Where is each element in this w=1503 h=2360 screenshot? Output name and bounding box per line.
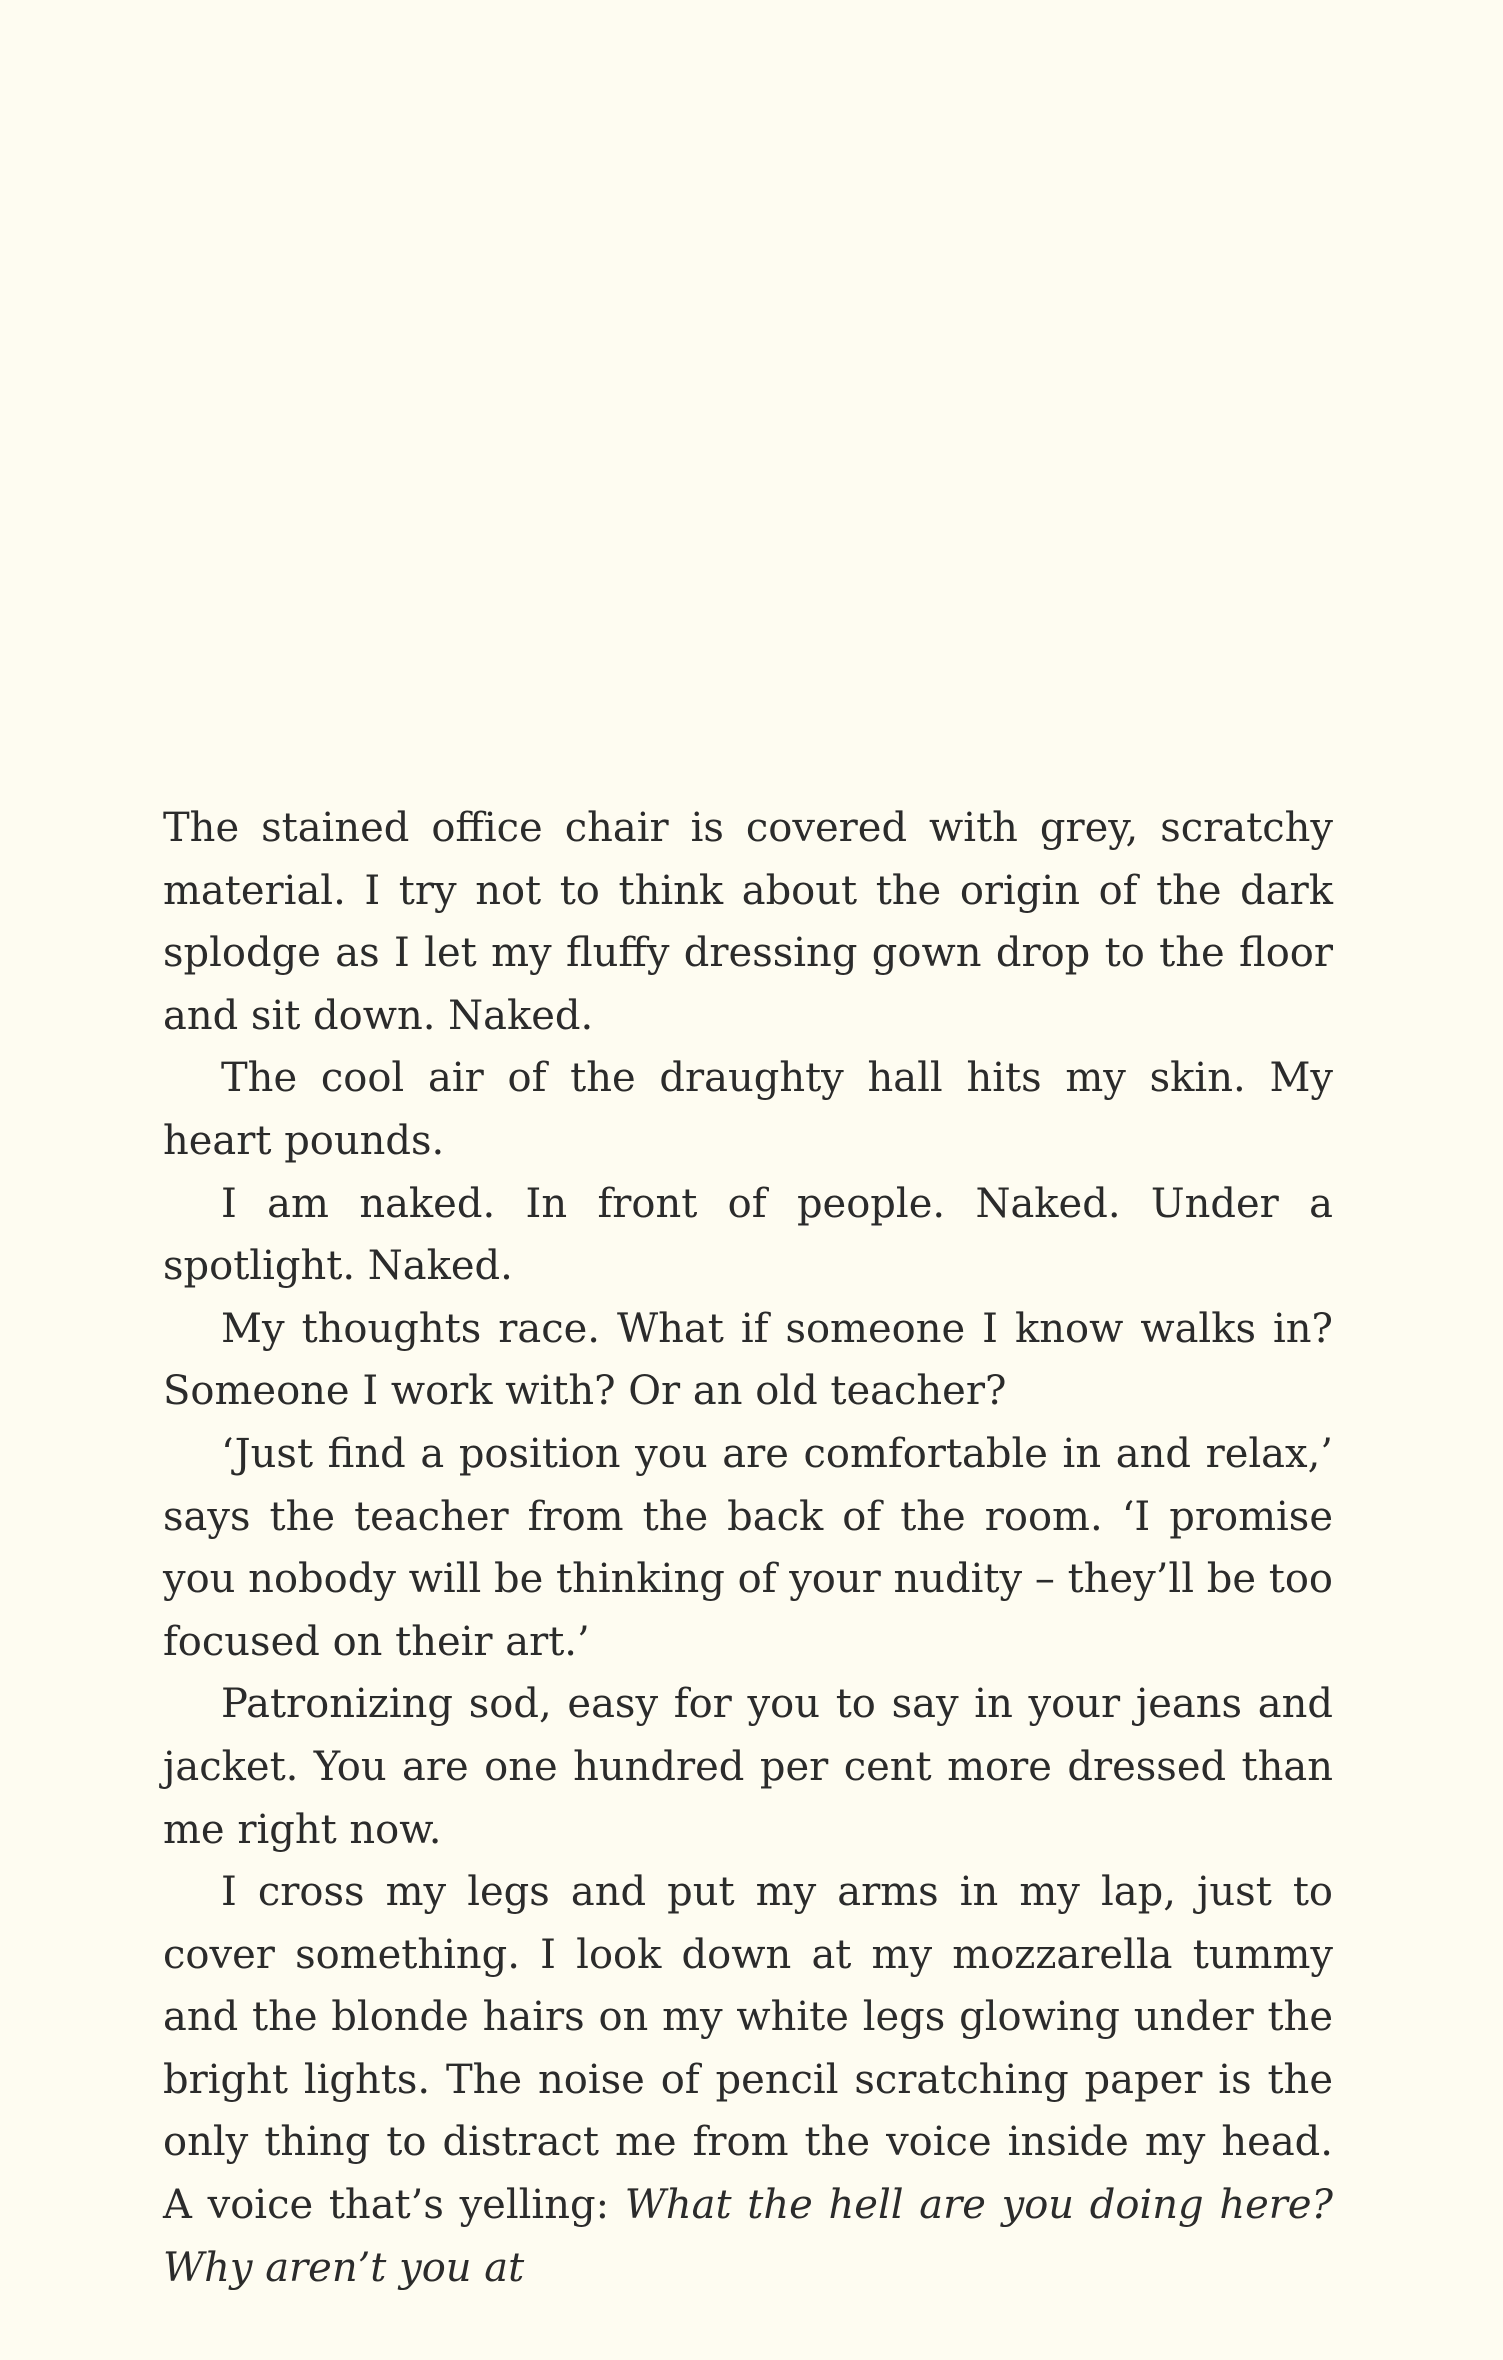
paragraph: ‘Just find a position you are comfortable in and relax,’ says the teacher from the back of the room. ‘I promise you nobody will be thinking of your nudity – they’ll be too focused on their art.’ (163, 1430, 1333, 1665)
paragraph: Patronizing sod, easy for you to say in your jeans and jacket. You are one hundred per cent more dressed than me right now. (163, 1681, 1333, 1853)
paragraph: The stained office chair is covered with grey, scratchy material. I try not to think about the origin of the dark splodge as I let my fluffy dressing gown drop to the floor and sit down. Naked. (163, 805, 1333, 1039)
italic-text: What the hell are you doing here? Why aren’t you at (163, 2182, 1333, 2291)
body-text (163, 797, 1333, 2299)
paragraph: My thoughts race. What if someone I know walks in? Someone I work with? Or an old teacher? (163, 1305, 1333, 1415)
paragraph-text: I cross my legs and put my arms in my lap, just to cover something. I look down at my mozzarella tummy and the blonde hairs on my white legs glowing under the bright lights. The noise of pencil scratching paper is the only thing to distract me from the voice inside my head. A voice that’s yelling: (163, 1869, 1333, 2229)
paragraph: The cool air of the draughty hall hits my skin. My heart pounds. (163, 1055, 1333, 1164)
paragraph (163, 1861, 1333, 2299)
paragraph: I am naked. In front of people. Naked. Under a spotlight. Naked. (163, 1180, 1333, 1290)
